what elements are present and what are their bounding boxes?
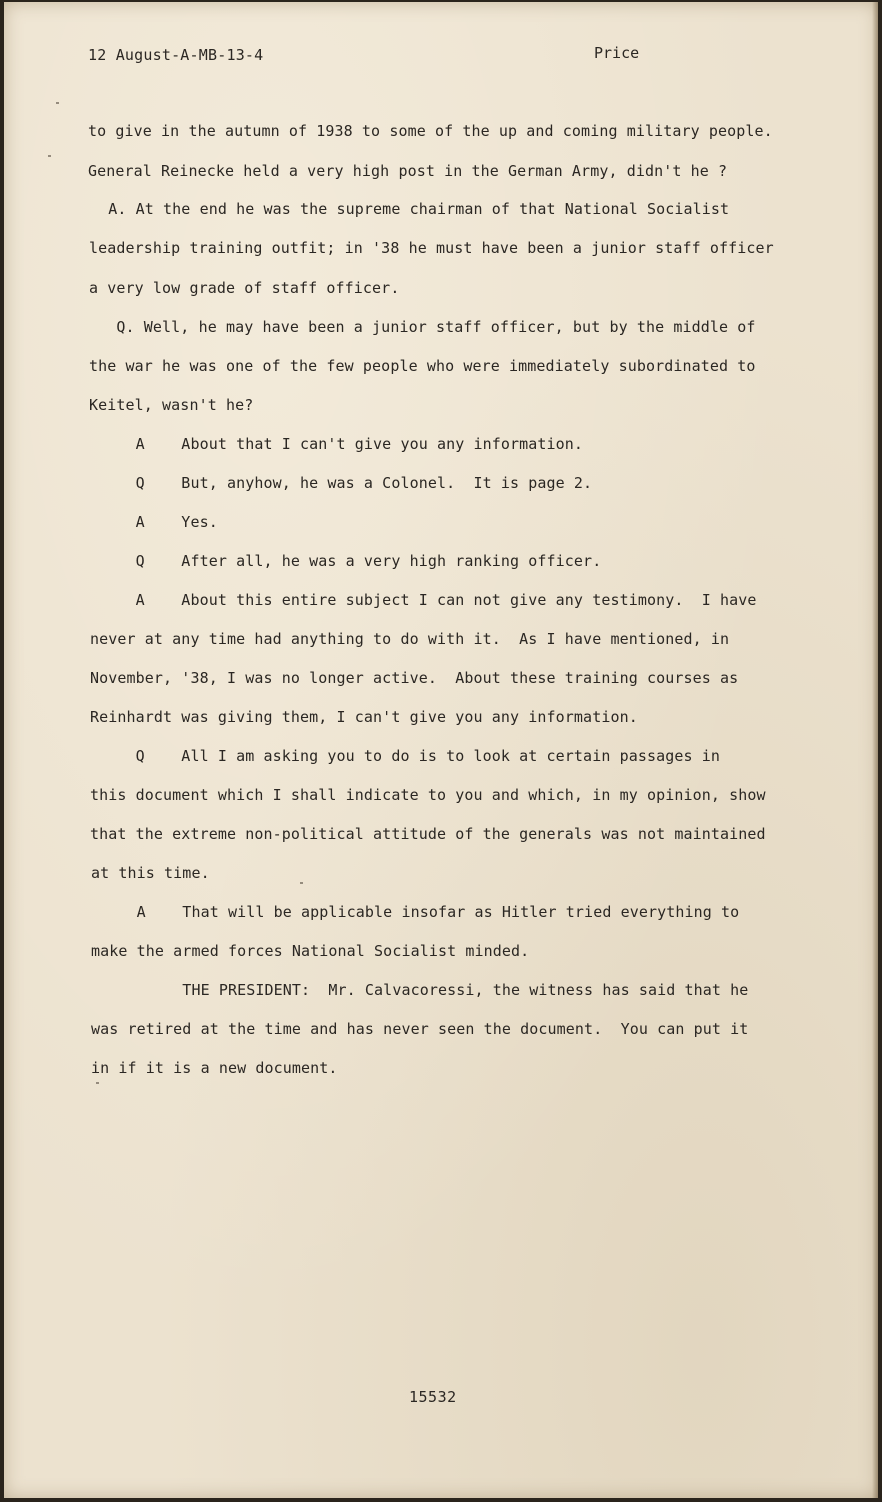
transcript-line: never at any time had anything to do with it. As I have mentioned, in bbox=[90, 630, 730, 648]
document-page bbox=[4, 2, 878, 1498]
transcript-line: A. At the end he was the supreme chairman of that National Socialist bbox=[90, 200, 730, 218]
transcript-line: November, '38, I was no longer active. About these training courses as bbox=[90, 669, 739, 687]
transcript-line: Q All I am asking you to do is to look at certain passages in bbox=[90, 747, 721, 765]
paper-speck bbox=[56, 102, 59, 104]
transcript-line: THE PRESIDENT: Mr. Calvacoressi, the witness has said that he bbox=[91, 981, 749, 999]
paper-speck bbox=[96, 1082, 99, 1084]
transcript-line: in if it is a new document. bbox=[91, 1059, 338, 1077]
transcript-line: that the extreme non-political attitude of the generals was not maintained bbox=[90, 825, 766, 843]
transcript-line: Q But, anyhow, he was a Colonel. It is page 2. bbox=[90, 474, 593, 492]
page-number: 15532 bbox=[409, 1388, 457, 1406]
transcript-line: leadership training outfit; in '38 he must have been a junior staff officer bbox=[89, 239, 774, 257]
paper-speck bbox=[300, 882, 303, 884]
transcript-line: make the armed forces National Socialist minded. bbox=[91, 942, 530, 960]
page-edge-shadow bbox=[872, 2, 878, 1498]
transcript-line: A About that I can't give you any information. bbox=[90, 435, 584, 453]
paper-speck bbox=[48, 155, 51, 157]
transcript-line: A Yes. bbox=[90, 513, 218, 531]
transcript-line: Keitel, wasn't he? bbox=[89, 396, 254, 414]
transcript-line: Reinhardt was giving them, I can't give you any information. bbox=[90, 708, 638, 726]
header-reference: 12 August-A-MB-13-4 bbox=[88, 46, 264, 64]
transcript-line: a very low grade of staff officer. bbox=[89, 279, 400, 297]
transcript-line: was retired at the time and has never seen the document. You can put it bbox=[91, 1020, 749, 1038]
transcript-line: A That will be applicable insofar as Hitler tried everything to bbox=[91, 903, 740, 921]
transcript-line: this document which I shall indicate to you and which, in my opinion, show bbox=[90, 786, 766, 804]
transcript-line: A About this entire subject I can not give any testimony. I have bbox=[90, 591, 757, 609]
transcript-line: General Reinecke held a very high post in the German Army, didn't he ? bbox=[88, 162, 728, 180]
transcript-line: the war he was one of the few people who were immediately subordinated to bbox=[89, 357, 756, 375]
transcript-line: at this time. bbox=[91, 864, 210, 882]
transcript-line: Q After all, he was a very high ranking officer. bbox=[90, 552, 602, 570]
header-speaker: Price bbox=[594, 44, 640, 62]
transcript-line: Q. Well, he may have been a junior staff officer, but by the middle of bbox=[89, 318, 756, 336]
transcript-line: to give in the autumn of 1938 to some of the up and coming military people. bbox=[88, 122, 773, 140]
